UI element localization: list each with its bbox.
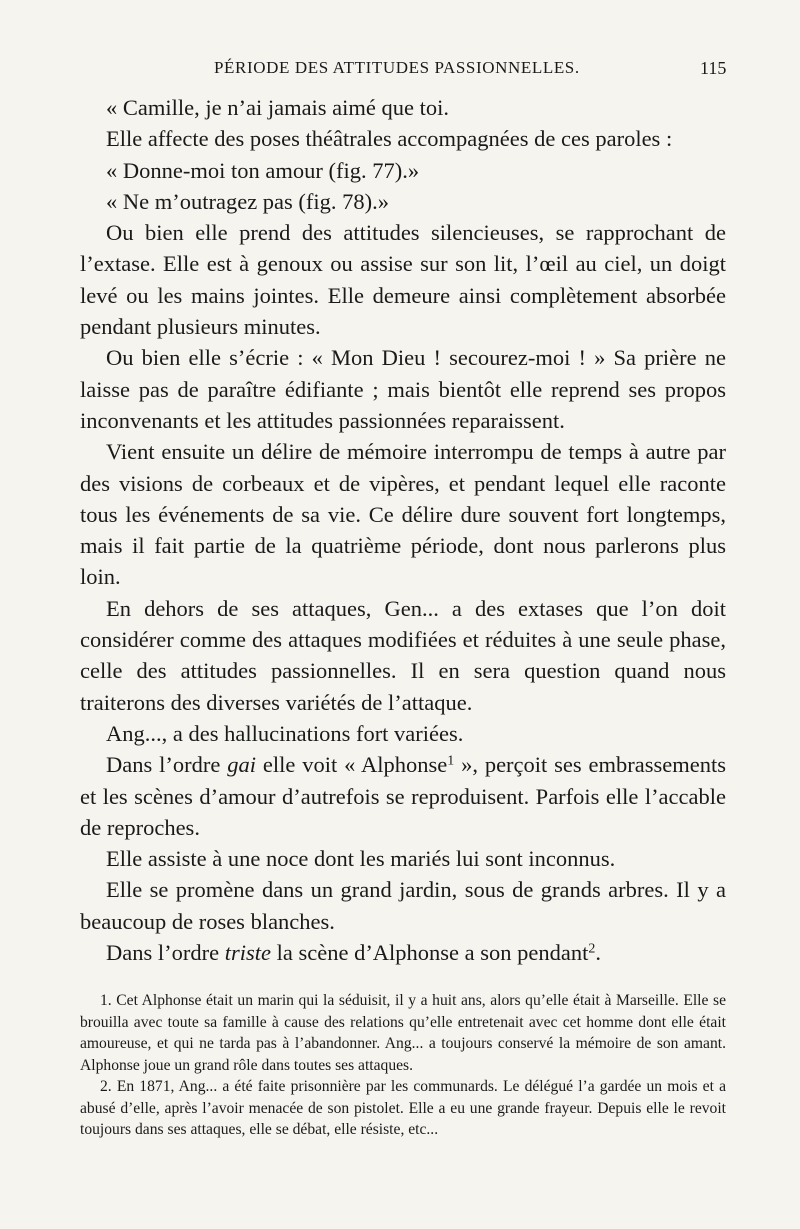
- paragraph: « Ne m’outragez pas (fig. 78).»: [106, 188, 390, 214]
- text-run: la scène d’Alphonse a son pendant: [270, 940, 589, 966]
- text-run: », perçoit ses embrassements et les scènes d’amour d’autrefois se reproduisent. Parfois elle l’accable de reproches.: [80, 752, 726, 840]
- paragraph: Elle se promène dans un grand jardin, sous de grands arbres. Il y a beaucoup de roses blanches.: [80, 877, 726, 934]
- footnote: 2. En 1871, Ang... a été faite prisonnière par les communards. Le délégué l’a gardée un mois et a abusé d’elle, après l’avoir menacée de son pistolet. Elle a eu une grande frayeur. Depuis elle le revoit toujours dans ses attaques, elle se débat, elle résiste, etc...: [80, 1078, 726, 1138]
- paragraph: Ou bien elle prend des attitudes silencieuses, se rapprochant de l’extase. Elle est à genoux ou assise sur son lit, l’œil au ciel, un doigt levé ou les mains jointes. Elle demeure ainsi complètement absorbée pendant plusieurs minutes.: [80, 220, 726, 340]
- paragraph: « Camille, je n’ai jamais aimé que toi.: [106, 95, 450, 120]
- paragraph: Ang..., a des hallucinations fort variées.: [106, 720, 464, 746]
- text-run: Dans l’ordre: [106, 940, 225, 966]
- paragraph: [80, 937, 726, 968]
- footnote-reference[interactable]: 1: [447, 753, 455, 769]
- paragraph: Elle affecte des poses théâtrales accompagnées de ces paroles :: [106, 126, 673, 152]
- paragraph: Vient ensuite un délire de mémoire interrompu de temps à autre par des visions de corbeaux et de vipères, et pendant lequel elle raconte tous les événements de sa vie. Ce délire dure souvent fort longtemps, mais il fait partie de la quatrième période, dont nous parlerons plus loin.: [80, 439, 726, 590]
- running-head: [0, 58, 800, 80]
- paragraph: « Donne-moi ton amour (fig. 77).»: [106, 157, 420, 183]
- text-run: Dans l’ordre: [106, 752, 228, 778]
- text-run: elle voit « Alphonse: [255, 752, 448, 778]
- paragraph: Ou bien elle s’écrie : « Mon Dieu ! secourez-moi ! » Sa prière ne laisse pas de paraître édifiante ; mais bientôt elle reprend ses propos inconvenants et les attitudes passionnées reparaissent.: [80, 345, 726, 433]
- paragraph: Elle assiste à une noce dont les mariés lui sont inconnus.: [106, 846, 616, 872]
- footnotes: [80, 990, 726, 1141]
- paragraph: [80, 749, 726, 843]
- footnote-reference[interactable]: 2: [588, 941, 596, 957]
- page-number: 115: [700, 58, 727, 78]
- italic-word: triste: [224, 940, 271, 966]
- italic-word: gai: [227, 752, 256, 778]
- body-text: [80, 92, 726, 968]
- footnote: 1. Cet Alphonse était un marin qui la séduisit, il y a huit ans, alors qu’elle était à Marseille. Elle se brouilla avec toute sa famille à cause des relations qu’elle entretenait avec cet homme dont elle était amoureuse, et qui ne tarda pas à l’abandonner. Ang... a toujours conservé la mémoire de son amant. Alphonse joue un grand rôle dans toutes ses attaques.: [80, 992, 726, 1074]
- running-title: PÉRIODE DES ATTITUDES PASSIONNELLES.: [214, 58, 580, 77]
- text-run: .: [595, 940, 601, 966]
- paragraph: En dehors de ses attaques, Gen... a des extases que l’on doit considérer comme des attaques modifiées et réduites à une seule phase, celle des attitudes passionnelles. Il en sera question quand nous traiterons des diverses variétés de l’attaque.: [80, 595, 726, 715]
